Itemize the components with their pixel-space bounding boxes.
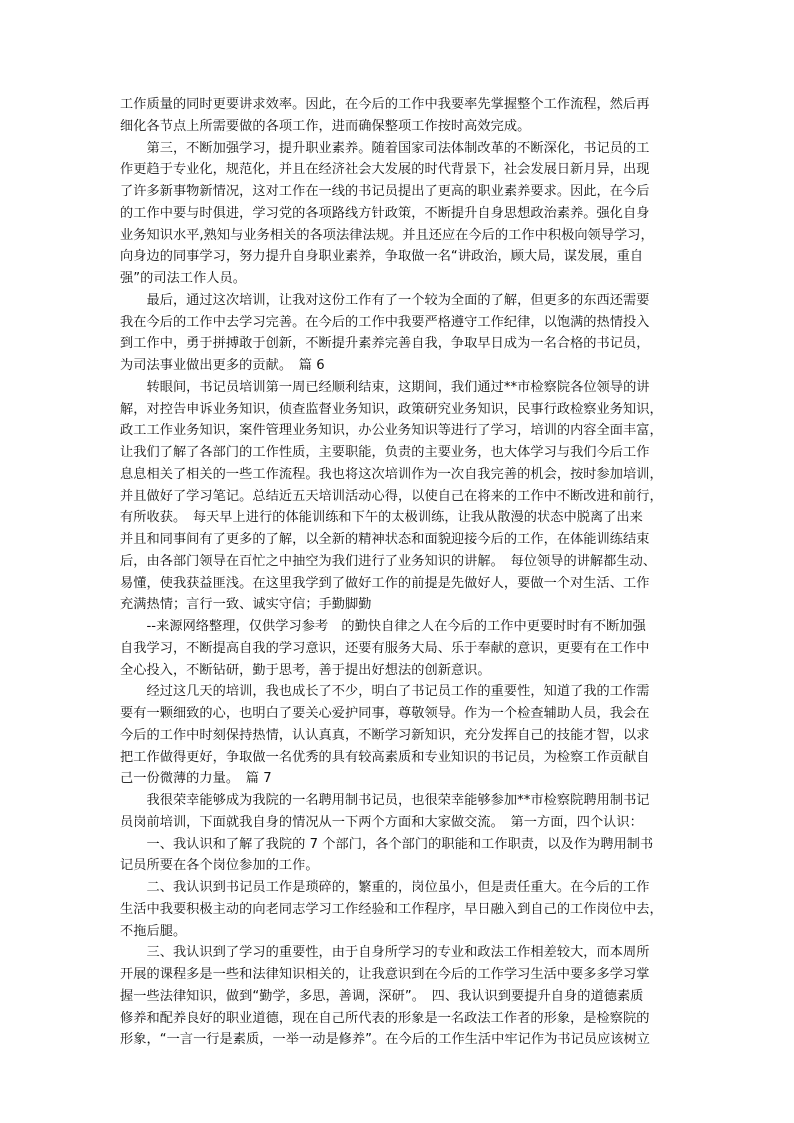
text-line: 强”的司法工作人员。 bbox=[120, 271, 247, 286]
text-line: 让我们了解了各部门的工作性质，主要职能，负责的主要业务，也大体学习与我们今后工作 bbox=[120, 445, 650, 460]
text-line: 充满热情；言行一致、诚实守信；手勤脚勤 bbox=[120, 597, 372, 613]
text-line: 了许多新事物新情况，这对工作在一线的书记员提出了更高的职业素养要求。因此，在今后 bbox=[120, 184, 650, 199]
text-line: --来源网络整理，仅供学习参考 的勤快自律之人在今后的工作中更要时时有不断加强 bbox=[120, 619, 646, 634]
text-line: 我在今后的工作中去学习完善。在今后的工作中我要严格遵守工作纪律，以饱满的热情投入 bbox=[120, 314, 650, 330]
text-line: 一、我认识和了解了我院的 7 个部门，各个部门的职能和工作职责，以及作为聘用制书 bbox=[120, 836, 654, 852]
text-line: 不拖后腿。 bbox=[120, 923, 187, 939]
text-line: 工作质量的同时更要讲求效率。因此，在今后的工作中我要率先掌握整个工作流程，然后再 bbox=[120, 97, 650, 112]
text-line: 后，由各部门领导在百忙之中抽空为我们进行了业务知识的讲解。 每位领导的讲解都生动、 bbox=[120, 553, 657, 569]
text-line: 修养和配养良好的职业道德，现在自己所代表的形象是一名政法工作者的形象，是检察院的 bbox=[120, 1010, 650, 1026]
text-line: 向身边的同事学习，努力提升自身职业素养，争取做一名“讲政治，顾大局，谋发展，重自 bbox=[120, 249, 644, 265]
text-line: 要有一颗细致的心，也明白了要关心爱护同事，尊敬领导。作为一个检查辅助人员，我会在 bbox=[120, 706, 650, 721]
text-line: 转眼间，书记员培训第一周已经顺利结束，这期间，我们通过**市检察院各位领导的讲 bbox=[120, 379, 650, 395]
text-line: 今后的工作中时刻保持热情，认认真真，不断学习新知识，充分发挥自己的技能才智，以求 bbox=[120, 727, 650, 743]
document-body bbox=[120, 94, 683, 1051]
text-line: 有所收获。 每天早上进行的体能训练和下午的太极训练，让我从散漫的状态中脱离了出来 bbox=[120, 510, 643, 526]
text-line: 第三，不断加强学习，提升职业素养。随着国家司法体制改革的不断深化，书记员的工 bbox=[120, 140, 650, 156]
text-line: 细化各节点上所需要做的各项工作，进而确保整项工作按时高效完成。 bbox=[120, 118, 531, 134]
text-line: 到工作中，勇于拼搏敢于创新，不断提升素养完善自我，争取早日成为一名合格的书记员， bbox=[120, 336, 650, 352]
text-line: 最后，通过这次培训，让我对这份工作有了一个较为全面的了解，但更多的东西还需要 bbox=[120, 292, 650, 308]
text-line: 业务知识水平,熟知与业务相关的各项法律法规。并且还应在今后的工作中积极向领导学习， bbox=[120, 227, 654, 243]
text-line: 政工工作业务知识，案件管理业务知识，办公业务知识等进行了学习，培训的内容全面丰富， bbox=[120, 423, 663, 439]
text-line: 我很荣幸能够成为我院的一名聘用制书记员，也很荣幸能够参加**市检察院聘用制书记 bbox=[120, 793, 650, 808]
text-line: 二、我认识到书记员工作是琐碎的，繁重的，岗位虽小，但是责任重大。在今后的工作 bbox=[120, 880, 650, 895]
text-line: 全心投入，不断钻研，勤于思考，善于提出好想法的创新意识。 bbox=[120, 662, 491, 678]
text-line: 经过这几天的培训，我也成长了不少，明白了书记员工作的重要性，知道了我的工作需 bbox=[120, 684, 650, 700]
text-line: 开展的课程多是一些和法律知识相关的，让我意识到在今后的工作学习生活中要多多学习掌 bbox=[120, 967, 650, 982]
text-line: 握一些法律知识，做到“勤学，多思，善调，深研”。 四、我认识到要提升自身的道德素质 bbox=[120, 988, 644, 1004]
text-line: 息息相关了相关的一些工作流程。我也将这次培训作为一次自我完善的机会，按时参加培训， bbox=[120, 466, 663, 482]
text-line: 生活中我要积极主动的向老同志学习工作经验和工作程序，早日融入到自己的工作岗位中去， bbox=[120, 901, 663, 917]
text-line: 员岗前培训，下面就我自身的情况从一下两个方面和大家做交流。 第一方面，四个认识： bbox=[120, 814, 643, 830]
text-line: 己一份微薄的力量。 篇 7 bbox=[120, 771, 272, 787]
text-line: 并且和同事间有了更多的了解，以全新的精神状态和面貌迎接今后的工作，在体能训练结束 bbox=[120, 532, 650, 547]
text-line: 作更趋于专业化，规范化，并且在经济社会大发展的时代背景下，社会发展日新月异，出现 bbox=[120, 162, 650, 178]
text-line: 把工作做得更好，争取做一名优秀的具有较高素质和专业知识的书记员，为检察工作贡献自 bbox=[120, 749, 650, 765]
text-line: 解，对控告申诉业务知识，侦查监督业务知识，政策研究业务知识，民事行政检察业务知识， bbox=[120, 401, 663, 417]
text-line: 并且做好了学习笔记。总结近五天培训活动心得，以使自己在将来的工作中不断改进和前行， bbox=[120, 488, 663, 504]
text-line: 为司法事业做出更多的贡献。 篇 6 bbox=[120, 358, 325, 373]
text-line: 记员所要在各个岗位参加的工作。 bbox=[120, 858, 319, 874]
text-line: 易懂，使我获益匪浅。在这里我学到了做好工作的前提是先做好人，要做一个对生活、工作 bbox=[120, 575, 650, 591]
text-line: 自我学习，不断提高自我的学习意识，还要有服务大局、乐于奉献的意识，更要有在工作中 bbox=[120, 640, 650, 656]
text-line: 的工作中要与时俱进，学习党的各项路线方针政策，不断提升自身思想政治素养。强化自身 bbox=[120, 205, 650, 221]
text-line: 形象，“一言一行是素质，一举一动是修养”。在今后的工作生活中牢记作为书记员应该树立 bbox=[120, 1032, 651, 1048]
text-line: 三、我认识到了学习的重要性，由于自身所学习的专业和政法工作相差较大，而本周所 bbox=[120, 945, 650, 961]
